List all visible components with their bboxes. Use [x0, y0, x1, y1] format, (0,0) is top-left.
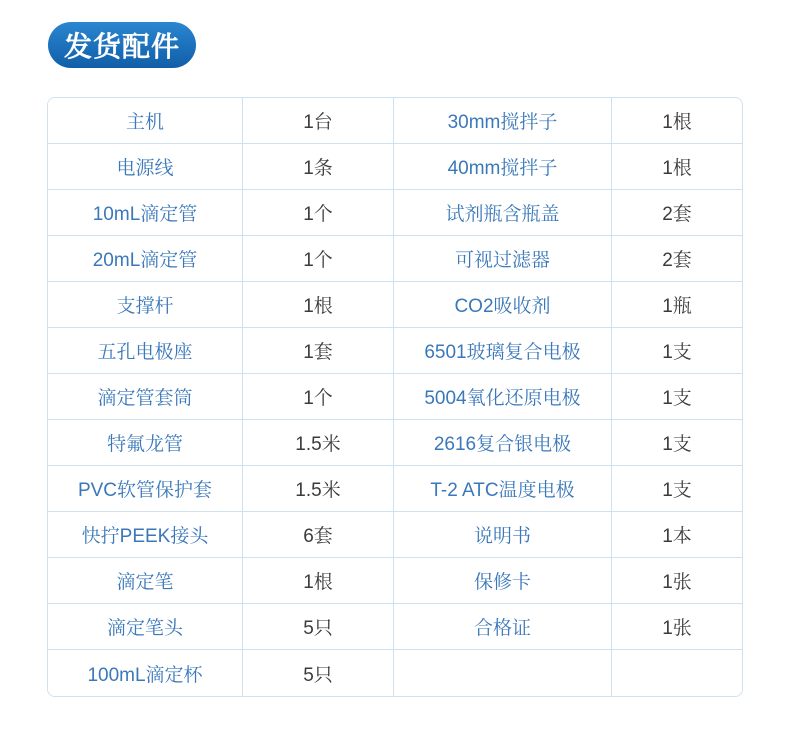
item-name-cell: 保修卡 [394, 558, 612, 604]
item-name-cell: T-2 ATC温度电极 [394, 466, 612, 512]
quantity-cell: 1瓶 [612, 282, 742, 328]
item-name-cell [394, 650, 612, 696]
quantity-cell: 1支 [612, 466, 742, 512]
quantity-cell: 1个 [243, 374, 394, 420]
item-name-cell: 快拧PEEK接头 [48, 512, 243, 558]
item-name-cell: 滴定笔 [48, 558, 243, 604]
item-name-cell: 特氟龙管 [48, 420, 243, 466]
quantity-cell [612, 650, 742, 696]
quantity-cell: 5只 [243, 604, 394, 650]
quantity-cell: 1个 [243, 236, 394, 282]
section-title-badge: 发货配件 [48, 22, 196, 68]
quantity-cell: 2套 [612, 236, 742, 282]
quantity-cell: 1条 [243, 144, 394, 190]
quantity-cell: 1.5米 [243, 466, 394, 512]
item-name-cell: 2616复合银电极 [394, 420, 612, 466]
quantity-cell: 1根 [243, 282, 394, 328]
quantity-cell: 2套 [612, 190, 742, 236]
quantity-cell: 1支 [612, 328, 742, 374]
accessories-table [47, 97, 743, 697]
quantity-cell: 1个 [243, 190, 394, 236]
item-name-cell: 20mL滴定管 [48, 236, 243, 282]
item-name-cell: 100mL滴定杯 [48, 650, 243, 696]
quantity-cell: 1根 [612, 98, 742, 144]
item-name-cell: 可视过滤器 [394, 236, 612, 282]
item-name-cell: 10mL滴定管 [48, 190, 243, 236]
item-name-cell: 5004氧化还原电极 [394, 374, 612, 420]
quantity-cell: 1张 [612, 604, 742, 650]
item-name-cell: 试剂瓶含瓶盖 [394, 190, 612, 236]
item-name-cell: 6501玻璃复合电极 [394, 328, 612, 374]
item-name-cell: 支撑杆 [48, 282, 243, 328]
quantity-cell: 1套 [243, 328, 394, 374]
accessories-table-body [48, 98, 742, 696]
quantity-cell: 5只 [243, 650, 394, 696]
item-name-cell: 主机 [48, 98, 243, 144]
item-name-cell: 说明书 [394, 512, 612, 558]
item-name-cell: 滴定笔头 [48, 604, 243, 650]
quantity-cell: 1本 [612, 512, 742, 558]
quantity-cell: 1根 [243, 558, 394, 604]
item-name-cell: 40mm搅拌子 [394, 144, 612, 190]
quantity-cell: 1根 [612, 144, 742, 190]
item-name-cell: 合格证 [394, 604, 612, 650]
quantity-cell: 1.5米 [243, 420, 394, 466]
item-name-cell: 五孔电极座 [48, 328, 243, 374]
quantity-cell: 6套 [243, 512, 394, 558]
item-name-cell: PVC软管保护套 [48, 466, 243, 512]
quantity-cell: 1支 [612, 374, 742, 420]
quantity-cell: 1台 [243, 98, 394, 144]
quantity-cell: 1张 [612, 558, 742, 604]
item-name-cell: 电源线 [48, 144, 243, 190]
item-name-cell: CO2吸收剂 [394, 282, 612, 328]
item-name-cell: 30mm搅拌子 [394, 98, 612, 144]
item-name-cell: 滴定管套筒 [48, 374, 243, 420]
quantity-cell: 1支 [612, 420, 742, 466]
